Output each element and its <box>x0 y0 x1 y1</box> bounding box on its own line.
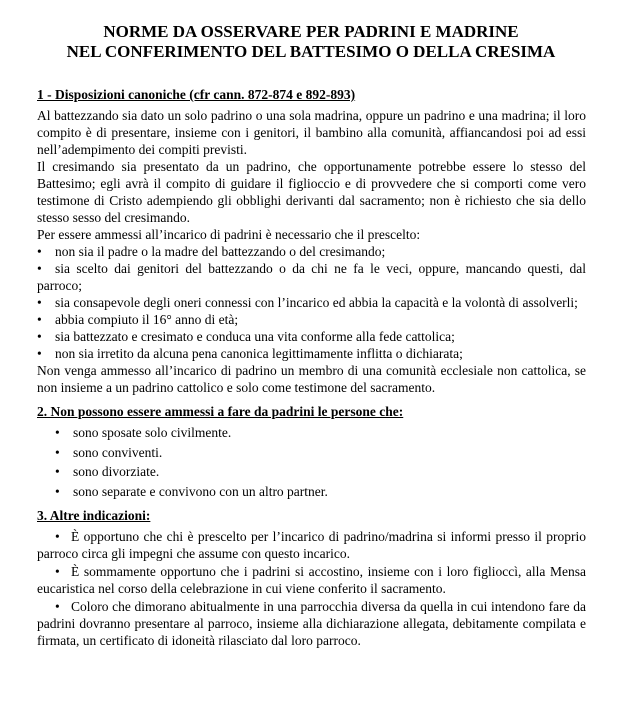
list-item-text: sono divorziate. <box>73 464 160 480</box>
bullet-icon: • <box>37 346 42 361</box>
section-1-paragraph-requirements: Per essere ammessi all’incarico di padrini è necessario che il prescelto: <box>37 227 421 242</box>
bullet-icon: • <box>55 598 60 614</box>
list-item <box>37 528 586 562</box>
title-line-2: NEL CONFERIMENTO DEL BATTESIMO O DELLA CRESIMA <box>66 42 556 61</box>
bullet-icon: • <box>55 425 60 440</box>
list-item-text: sono separate e convivono con un altro partner. <box>73 483 328 499</box>
list-item <box>37 328 586 345</box>
section-2-heading: 2. Non possono essere ammessi a fare da padrini le persone che: <box>37 404 404 419</box>
list-item-text: È opportuno che chi è prescelto per l’incarico di padrino/madrina si informi presso il proprio parroco circa gli impegni che assume con questo incarico. <box>37 528 586 561</box>
section-1-heading: 1 - Disposizioni canoniche (cfr cann. 872-874 e 892-893) <box>37 87 356 102</box>
section-3-bullet-list <box>37 528 586 649</box>
bullet-icon: • <box>37 244 42 259</box>
section-canonical-provisions <box>37 86 586 396</box>
section-1-bullet-list <box>37 243 586 362</box>
list-item-text: non sia il padre o la madre del battezzando o del cresimando; <box>55 244 386 259</box>
bullet-icon: • <box>37 261 42 276</box>
section-1-paragraph-confirmation: Il cresimando sia presentato da un padrino, che opportunamente potrebbe essere lo stesso del Battesimo; egli avrà il compito di guidare il figlioccio e di provvedere che si comporti come vero testimone di Cristo adempiendo gli obblighi derivanti dal sacramento; non è richiesto che sia dello stesso sesso del cresimando. <box>37 159 586 225</box>
list-item <box>37 243 586 260</box>
list-item-text: abbia compiuto il 16° anno di età; <box>55 312 239 327</box>
bullet-icon: • <box>55 528 60 544</box>
list-item <box>37 463 586 480</box>
list-item-text: È sommamente opportuno che i padrini si accostino, insieme con i loro figlioccì, alla Mensa eucaristica nel corso della celebrazione in cui viene conferito il sacramento. <box>37 563 586 596</box>
list-item-text: sia battezzato e cresimato e conduca una vita conforme alla fede cattolica; <box>55 329 455 344</box>
section-1-paragraph-non-catholic: Non venga ammesso all’incarico di padrino un membro di una comunità ecclesiale non cattolica, se non insieme a un padrino cattolico e solo come testimone del sacramento. <box>37 363 586 395</box>
list-item <box>37 444 586 461</box>
bullet-icon: • <box>55 444 60 460</box>
document-title <box>20 22 602 62</box>
list-item-text: sono sposate solo civilmente. <box>73 425 232 440</box>
list-item-text: sono conviventi. <box>73 444 163 460</box>
list-item <box>37 598 586 649</box>
list-item-text: sia scelto dai genitori del battezzando o da chi ne fa le veci, oppure, mancando questi, dal parroco; <box>37 261 586 293</box>
list-item-text: Coloro che dimorano abitualmente in una parrocchia diversa da quella in cui intendono fare da padrini dovranno presentare al parroco, insieme alla dichiarazione allegata, debitamente compilata e firmata, un certificato di idoneità rilasciato dal loro parroco. <box>37 598 586 648</box>
document-body <box>37 86 586 650</box>
section-1-paragraph-baptism: Al battezzando sia dato un solo padrino o una sola madrina, oppure un padrino e una madrina; il loro compito è di presentare, insieme con i genitori, il bambino alla comunità, affiancandosi poi ad essi nell’adempimento dei compiti previsti. <box>37 108 586 157</box>
bullet-icon: • <box>55 563 60 579</box>
list-item <box>37 294 586 311</box>
title-line-1: NORME DA OSSERVARE PER PADRINI E MADRINE <box>103 22 519 41</box>
list-item <box>37 260 586 294</box>
list-item <box>37 345 586 362</box>
section-2-bullet-list <box>37 424 586 500</box>
list-item-text: non sia irretito da alcuna pena canonica legittimamente inflitta o dichiarata; <box>55 346 463 361</box>
section-other-indications <box>37 507 586 649</box>
list-item <box>37 424 586 441</box>
list-item <box>37 483 586 500</box>
bullet-icon: • <box>37 329 42 344</box>
bullet-icon: • <box>37 312 42 327</box>
bullet-icon: • <box>55 464 60 480</box>
list-item <box>37 311 586 328</box>
section-3-heading: 3. Altre indicazioni: <box>37 507 151 523</box>
bullet-icon: • <box>37 295 42 310</box>
list-item-text: sia consapevole degli oneri connessi con l’incarico ed abbia la capacità e la volontà di assolverli; <box>55 295 578 310</box>
section-not-admitted <box>37 403 586 500</box>
bullet-icon: • <box>55 483 60 499</box>
list-item <box>37 563 586 597</box>
